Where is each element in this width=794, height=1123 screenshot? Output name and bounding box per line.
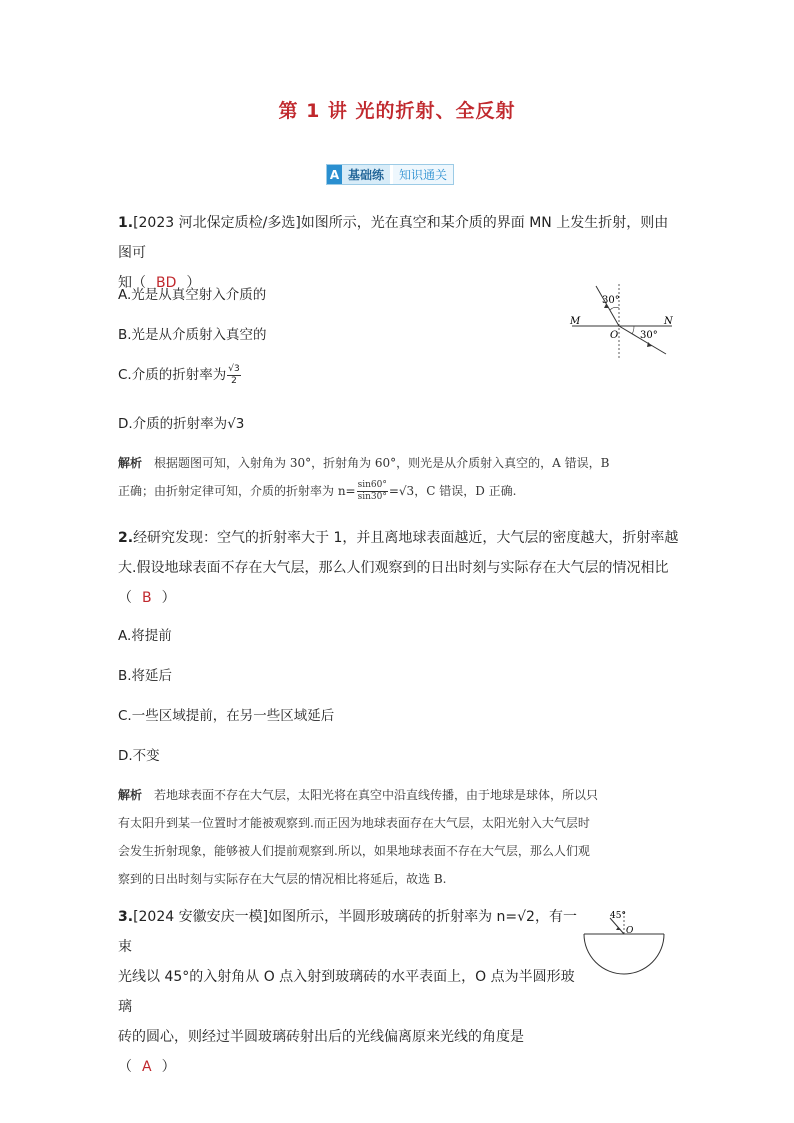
q1-option-c-fraction: $\frac{√3}{2}$ bbox=[228, 363, 240, 386]
q3-fig-angle: 45° bbox=[610, 911, 626, 921]
q1-line1: 1.[2023 河北保定质检/多选]如图所示，光在真空和某介质的界面 MN 上发生折射，则由图可 bbox=[118, 215, 669, 261]
q3-fig-label-o: O bbox=[626, 926, 634, 936]
q3-line2: 光线以 45°的入射角从 O 点入射到玻璃砖的水平表面上，O 点为半圆形玻璃 bbox=[118, 969, 575, 1015]
badge-label-basic: 基础练 bbox=[342, 165, 390, 184]
q1-option-a: A.光是从真空射入介质的 bbox=[118, 287, 267, 303]
q1-fig-label-o: O bbox=[610, 330, 619, 341]
question-3 bbox=[118, 902, 588, 1082]
q2-line3: （ B ） bbox=[118, 590, 176, 606]
q1-explanation: 解析 根据题图可知，入射角为 30°，折射角为 60°，则光是从介质射入真空的，A 错误，B 正确；由折射定律可知，介质的折射率为 n= $\frac{\sin 60^\circ}{\sin 30^\circ}$ =√3，C 错误，D 正确. bbox=[118, 456, 610, 502]
q3-line1: 3.[2024 安徽安庆一模]如图所示，半圆形玻璃砖的折射率为 n=√2，有一束 bbox=[118, 909, 577, 955]
q1-fig-angle-top: 30° bbox=[602, 295, 620, 306]
q2-explain-tag: 解析 bbox=[118, 788, 143, 802]
q2-answer: B bbox=[142, 590, 152, 606]
question-2 bbox=[118, 523, 698, 613]
q1-line2: 知（ BD ） bbox=[118, 275, 201, 291]
q1-fig-label-n: N bbox=[664, 316, 673, 327]
q2-line1: 2.经研究发现：空气的折射率大于 1，并且离地球表面越近，大气层的密度越大，折射率越 bbox=[118, 530, 679, 546]
q3-line3: 砖的圆心，则经过半圆玻璃砖射出后的光线偏离原来光线的角度是 bbox=[118, 1029, 524, 1045]
q1-refraction-figure bbox=[566, 278, 682, 360]
q1-explain-tag: 解析 bbox=[118, 456, 143, 470]
q1-fig-angle-bottom: 30° bbox=[640, 330, 658, 341]
q3-answer: A bbox=[142, 1059, 152, 1075]
q1-option-c: C.介质的折射率为 $\frac{√3}{2}$ bbox=[118, 363, 240, 386]
q1-option-b: B.光是从介质射入真空的 bbox=[118, 327, 267, 343]
q3-semicircle-figure bbox=[580, 906, 670, 984]
badge-letter: A bbox=[327, 165, 342, 184]
q1-answer: BD bbox=[156, 275, 177, 291]
q2-option-a: A.将提前 bbox=[118, 628, 172, 644]
q2-option-d: D.不变 bbox=[118, 748, 160, 764]
q2-option-c: C.一些区域提前，在另一些区域延后 bbox=[118, 708, 335, 724]
q3-line4: （ A ） bbox=[118, 1059, 176, 1075]
q2-line2: 大.假设地球表面不存在大气层，那么人们观察到的日出时刻与实际存在大气层的情况相比 bbox=[118, 560, 669, 576]
q2-option-b: B.将延后 bbox=[118, 668, 173, 684]
section-badge bbox=[326, 164, 454, 185]
q1-option-d: D.介质的折射率为√3 bbox=[118, 416, 245, 432]
q1-fig-label-m: M bbox=[570, 316, 581, 327]
q2-explanation: 解析 若地球表面不存在大气层，太阳光将在真空中沿直线传播，由于地球是球体，所以只 有太阳升到某一位置时才能被观察到.而正因为地球表面存在大气层，太阳光射入大气层时 会发生折射现象，能够被人们提前观察到.所以，如果地球表面不存在大气层，那么人们观 察到的日出时刻与实际存在大气层的情况相比将延后，故选 B. bbox=[118, 788, 599, 886]
badge-label-knowledge: 知识通关 bbox=[393, 165, 453, 184]
page-title: 第 1 讲 光的折射、全反射 bbox=[278, 100, 516, 122]
